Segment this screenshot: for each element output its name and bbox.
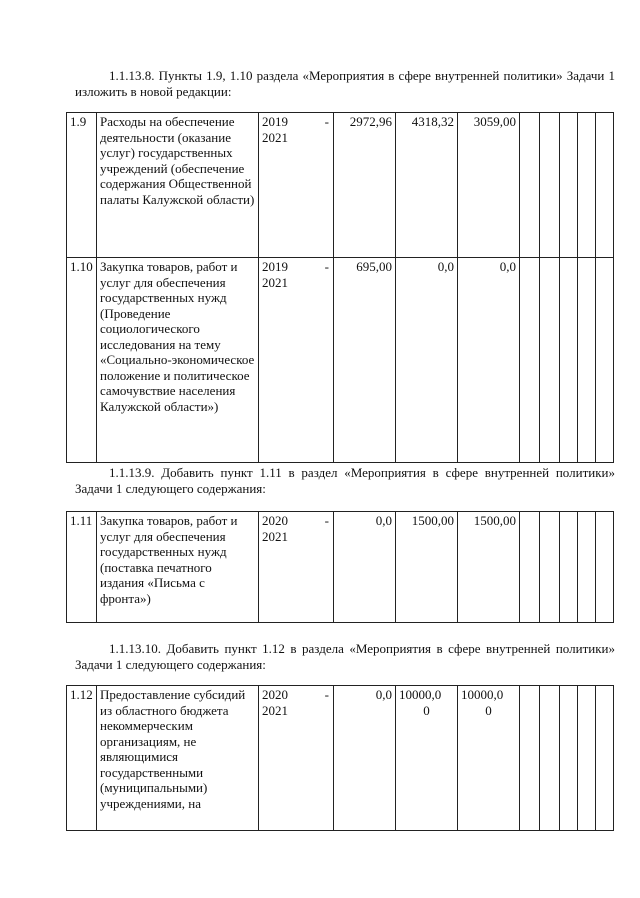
row-number: 1.12 <box>67 686 97 831</box>
row-number: 1.11 <box>67 512 97 623</box>
row-years <box>259 258 334 463</box>
year-from: 2020 <box>262 687 288 702</box>
empty-cell <box>578 258 596 463</box>
row-description: Расходы на обеспечение деятельности (оказание услуг) государственных учреждений (обеспечение содержания Общественной палаты Калужской области) <box>97 113 259 258</box>
table-row-1-11 <box>66 511 614 623</box>
value-3-line-2: 0 <box>485 702 492 718</box>
value-2: 1500,00 <box>396 512 458 623</box>
year-dash: - <box>324 114 329 129</box>
empty-cell <box>540 258 560 463</box>
value-2: 4318,32 <box>396 113 458 258</box>
paragraph-1-1-13-9: 1.1.13.9. Добавить пункт 1.11 в раздел «Мероприятия в сфере внутренней политики» Задачи 1 следующего содержания: <box>75 465 615 496</box>
empty-cell <box>560 686 578 831</box>
table-row <box>67 512 614 623</box>
year-from: 2019 <box>262 259 288 274</box>
paragraph-1-1-13-8: 1.1.13.8. Пункты 1.9, 1.10 раздела «Мероприятия в сфере внутренней политики» Задачи 1 изложить в новой редакции: <box>75 68 615 99</box>
value-1: 2972,96 <box>334 113 396 258</box>
empty-cell <box>596 258 614 463</box>
row-years <box>259 686 334 831</box>
empty-cell <box>560 512 578 623</box>
row-years <box>259 113 334 258</box>
empty-cell <box>578 512 596 623</box>
empty-cell <box>520 258 540 463</box>
value-2: 0,0 <box>396 258 458 463</box>
year-from: 2020 <box>262 513 288 528</box>
row-number: 1.9 <box>67 113 97 258</box>
row-description: Закупка товаров, работ и услуг для обеспечения государственных нужд (поставка печатного издания «Письма с фронта») <box>97 512 259 623</box>
row-number: 1.10 <box>67 258 97 463</box>
empty-cell <box>520 512 540 623</box>
table-row <box>67 113 614 258</box>
year-from: 2019 <box>262 114 288 129</box>
value-3-line-1: 10000,0 <box>461 687 504 702</box>
year-to: 2021 <box>262 274 288 290</box>
empty-cell <box>520 113 540 258</box>
value-2 <box>396 686 458 831</box>
empty-cell <box>596 512 614 623</box>
value-3 <box>458 686 520 831</box>
year-to: 2021 <box>262 129 288 145</box>
value-3: 1500,00 <box>458 512 520 623</box>
value-3: 3059,00 <box>458 113 520 258</box>
paragraph-1-1-13-10: 1.1.13.10. Добавить пункт 1.12 в раздела «Мероприятия в сфере внутренней политики» Задачи 1 следующего содержания: <box>75 641 615 672</box>
value-2-line-2: 0 <box>423 702 430 718</box>
empty-cell <box>560 113 578 258</box>
value-3: 0,0 <box>458 258 520 463</box>
empty-cell <box>540 686 560 831</box>
value-2-line-1: 10000,0 <box>399 687 442 702</box>
year-dash: - <box>324 513 329 528</box>
year-to: 2021 <box>262 528 288 544</box>
year-dash: - <box>324 687 329 702</box>
year-to: 2021 <box>262 702 288 718</box>
empty-cell <box>596 686 614 831</box>
empty-cell <box>540 113 560 258</box>
table-row-1-12 <box>66 685 614 831</box>
empty-cell <box>540 512 560 623</box>
table-rows-1-9-1-10 <box>66 112 614 463</box>
empty-cell <box>578 686 596 831</box>
empty-cell <box>560 258 578 463</box>
empty-cell <box>596 113 614 258</box>
row-description: Закупка товаров, работ и услуг для обеспечения государственных нужд (Проведение социологического исследования на тему «Социально-экономическое положение и политическое самочувствие населения Калужской области») <box>97 258 259 463</box>
table-row <box>67 686 614 831</box>
value-1: 695,00 <box>334 258 396 463</box>
row-years <box>259 512 334 623</box>
empty-cell <box>578 113 596 258</box>
empty-cell <box>520 686 540 831</box>
year-dash: - <box>324 259 329 274</box>
row-description: Предоставление субсидий из областного бюджета некоммерческим организациям, не являющимися государственными (муниципальными) учреждениями, на <box>97 686 259 831</box>
value-1: 0,0 <box>334 512 396 623</box>
table-row <box>67 258 614 463</box>
value-1: 0,0 <box>334 686 396 831</box>
